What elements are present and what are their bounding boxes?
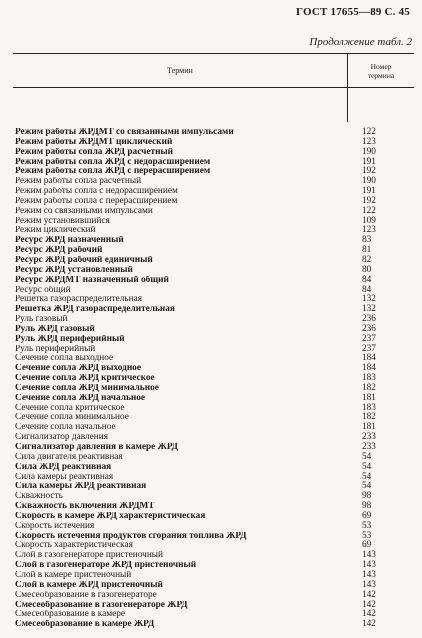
term-number-cell: 143 xyxy=(362,560,376,571)
table-row xyxy=(13,295,414,305)
term-cell: Сечение сопла ЖРД начальное xyxy=(15,393,146,403)
term-number-cell: 132 xyxy=(362,294,376,305)
table-row xyxy=(13,571,414,581)
term-cell: Сечение сопла начальное xyxy=(15,423,116,433)
term-cell: Режим работы сопла ЖРД расчетный xyxy=(15,147,174,157)
table-row xyxy=(13,453,414,463)
term-number-cell: 122 xyxy=(362,127,376,137)
term-cell: Сечение сопла критическое xyxy=(15,403,125,413)
column-header-term: Термин xyxy=(13,54,348,87)
table-row xyxy=(13,325,414,335)
table-row xyxy=(13,541,414,551)
table-row xyxy=(13,601,414,611)
term-number-cell: 80 xyxy=(362,264,372,275)
term-cell: Слой в газогенераторе пристеночный xyxy=(15,551,164,561)
table-row xyxy=(13,492,414,502)
table-continuation-caption: Продолжение табл. 2 xyxy=(309,36,412,48)
table-row xyxy=(13,236,414,246)
term-number-cell: 183 xyxy=(362,373,376,384)
term-number-cell: 190 xyxy=(362,146,376,157)
table-row xyxy=(13,463,414,473)
term-number-cell: 192 xyxy=(362,195,376,206)
term-number-cell: 84 xyxy=(362,274,372,285)
term-cell: Скорость характеристическая xyxy=(15,541,133,551)
table-row xyxy=(13,197,414,207)
term-number-cell: 53 xyxy=(362,520,372,531)
term-cell: Ресурс ЖРДМТ назначенный общий xyxy=(15,275,169,285)
table-row xyxy=(13,522,414,532)
term-number-cell: 184 xyxy=(362,363,376,374)
term-number-cell: 237 xyxy=(362,333,376,344)
table-row xyxy=(13,286,414,296)
term-number-cell: 181 xyxy=(362,392,376,403)
term-cell: Скважность xyxy=(15,492,63,502)
term-cell: Ресурс ЖРД рабочий единичный xyxy=(15,255,153,265)
term-cell: Сигнализатор давления xyxy=(15,433,109,443)
term-number-cell: 109 xyxy=(362,215,376,226)
table-row xyxy=(13,581,414,591)
term-number-cell: 54 xyxy=(362,461,372,472)
term-number-cell: 143 xyxy=(362,579,376,590)
term-cell: Сечение сопла ЖРД критическое xyxy=(15,374,155,384)
term-number-cell: 81 xyxy=(362,245,372,256)
term-number-cell: 192 xyxy=(362,166,376,177)
term-number-cell: 183 xyxy=(362,402,376,413)
table-row xyxy=(13,532,414,542)
table-row xyxy=(13,482,414,492)
term-number-cell: 191 xyxy=(362,186,376,197)
term-number-cell: 69 xyxy=(362,540,372,551)
term-cell: Сила двигателя реактивная xyxy=(15,452,123,462)
term-cell: Режим работы сопла расчетный xyxy=(15,177,142,187)
term-cell: Ресурс общий xyxy=(15,285,71,295)
table-row xyxy=(13,128,414,138)
term-cell: Смесеобразование в камере xyxy=(15,610,126,620)
term-cell: Скважность включения ЖРДМТ xyxy=(15,502,155,512)
term-number-cell: 123 xyxy=(362,136,376,147)
term-number-cell: 69 xyxy=(362,510,372,521)
term-number-cell: 53 xyxy=(362,530,372,541)
term-cell: Режим работы сопла с недорасширением xyxy=(15,187,178,197)
term-number-cell: 98 xyxy=(362,501,372,512)
term-cell: Сечение сопла выходное xyxy=(15,354,114,364)
table-row xyxy=(13,374,414,384)
table-row xyxy=(13,335,414,345)
table-row xyxy=(13,591,414,601)
table-row xyxy=(13,384,414,394)
term-cell: Скорость истечения продуктов сгорания топлива ЖРД xyxy=(15,531,247,541)
table-row xyxy=(13,404,414,414)
table-row xyxy=(13,158,414,168)
term-cell: Скорость истечения xyxy=(15,521,95,531)
term-cell: Ресурс ЖРД рабочий xyxy=(15,246,103,256)
table-row xyxy=(13,266,414,276)
term-cell: Руль ЖРД периферийный xyxy=(15,334,125,344)
term-cell: Ресурс ЖРД назначенный xyxy=(15,236,124,246)
table-row xyxy=(13,315,414,325)
table-row xyxy=(13,512,414,522)
term-cell: Режим работы ЖРДМТ циклический xyxy=(15,137,173,147)
term-number-cell: 123 xyxy=(362,225,376,236)
table-header xyxy=(13,54,414,87)
term-number-cell: 233 xyxy=(362,442,376,452)
term-cell: Сила ЖРД реактивная xyxy=(15,462,112,472)
table-row xyxy=(13,177,414,187)
term-cell: Режим установившийся xyxy=(15,216,110,226)
table-row xyxy=(13,207,414,217)
term-number-cell: 182 xyxy=(362,382,376,393)
term-cell: Сечение сопла ЖРД выходное xyxy=(15,364,141,374)
term-cell: Слой в газогенераторе ЖРД пристеночный xyxy=(15,561,197,571)
term-number-cell: 143 xyxy=(362,550,376,561)
term-cell: Слой в камере ЖРД пристеночный xyxy=(15,580,163,590)
term-number-cell: 142 xyxy=(362,609,376,620)
term-number-cell: 54 xyxy=(362,471,372,482)
term-number-cell: 84 xyxy=(362,284,372,295)
table-row xyxy=(13,246,414,256)
table-row xyxy=(13,167,414,177)
term-cell: Смесеобразование в газогенераторе xyxy=(15,590,157,600)
term-cell: Сила камеры ЖРД реактивная xyxy=(15,482,147,492)
term-number-cell: 182 xyxy=(362,412,376,423)
term-number-cell: 190 xyxy=(362,176,376,187)
table-row xyxy=(13,276,414,286)
term-cell: Режим работы сопла ЖРД с перерасширением xyxy=(15,167,211,177)
term-cell: Решетка газораспределительная xyxy=(15,295,143,305)
table-row xyxy=(13,138,414,148)
table-row xyxy=(13,423,414,433)
term-cell: Сигнализатор давления в камере ЖРД xyxy=(15,443,178,452)
term-cell: Режим работы сопла ЖРД с недорасширением xyxy=(15,157,211,167)
term-cell: Руль ЖРД газовый xyxy=(15,324,95,334)
term-cell: Смесеобразование в камере ЖРД xyxy=(15,620,155,630)
term-number-cell: 122 xyxy=(362,205,376,216)
table-row xyxy=(13,620,414,630)
terms-index-table xyxy=(13,53,414,630)
term-number-cell: 54 xyxy=(362,481,372,492)
term-cell: Сечение сопла ЖРД минимальное xyxy=(15,383,159,393)
term-number-cell: 143 xyxy=(362,569,376,580)
table-row xyxy=(13,256,414,266)
term-number-cell: 142 xyxy=(362,619,376,630)
term-number-cell: 132 xyxy=(362,304,376,315)
column-divider xyxy=(347,88,348,122)
page-header: ГОСТ 17655—89 С. 45 xyxy=(296,6,410,18)
term-number-cell: 82 xyxy=(362,254,372,265)
term-cell: Руль газовый xyxy=(15,315,68,325)
table-row xyxy=(13,148,414,158)
term-number-cell: 233 xyxy=(362,432,376,443)
table-row xyxy=(13,217,414,227)
term-cell: Режим работы сопла с перерасширением xyxy=(15,196,178,206)
term-number-cell: 236 xyxy=(362,323,376,334)
table-row xyxy=(13,433,414,443)
table-body xyxy=(13,88,414,630)
table-row xyxy=(13,394,414,404)
term-number-cell: 237 xyxy=(362,343,376,354)
table-row xyxy=(13,187,414,197)
term-cell: Смесеобразование в газогенераторе ЖРД xyxy=(15,600,188,610)
table-row xyxy=(13,443,414,453)
table-row xyxy=(13,502,414,512)
table-row xyxy=(13,364,414,374)
term-number-cell: 54 xyxy=(362,451,372,462)
table-row xyxy=(13,610,414,620)
table-row xyxy=(13,561,414,571)
column-header-number: Номер термина xyxy=(367,61,395,80)
term-number-cell: 142 xyxy=(362,589,376,600)
term-cell: Режим работы ЖРДМТ со связанными импульсами xyxy=(15,128,234,137)
term-number-cell: 184 xyxy=(362,353,376,364)
table-row xyxy=(13,305,414,315)
table-spacer xyxy=(13,88,414,128)
table-row xyxy=(13,473,414,483)
term-cell: Решетка ЖРД газораспределительная xyxy=(15,305,175,315)
term-cell: Сечение сопла минимальное xyxy=(15,413,129,423)
table-row xyxy=(13,551,414,561)
term-cell: Режим со связанными импульсами xyxy=(15,206,153,216)
table-row xyxy=(13,354,414,364)
table-row xyxy=(13,226,414,236)
term-cell: Режим циклический xyxy=(15,226,96,236)
term-cell: Скорость в камере ЖРД характеристическая xyxy=(15,511,206,521)
table-row xyxy=(13,413,414,423)
table-row xyxy=(13,345,414,355)
term-number-cell: 142 xyxy=(362,599,376,610)
term-cell: Руль периферийный xyxy=(15,344,96,354)
term-number-cell: 236 xyxy=(362,314,376,325)
term-number-cell: 98 xyxy=(362,491,372,502)
term-cell: Ресурс ЖРД установленный xyxy=(15,265,133,275)
term-cell: Сила камеры реактивная xyxy=(15,472,114,482)
term-number-cell: 181 xyxy=(362,422,376,433)
term-number-cell: 83 xyxy=(362,235,372,246)
term-number-cell: 191 xyxy=(362,156,376,167)
term-cell: Слой в камере пристеночный xyxy=(15,570,132,580)
